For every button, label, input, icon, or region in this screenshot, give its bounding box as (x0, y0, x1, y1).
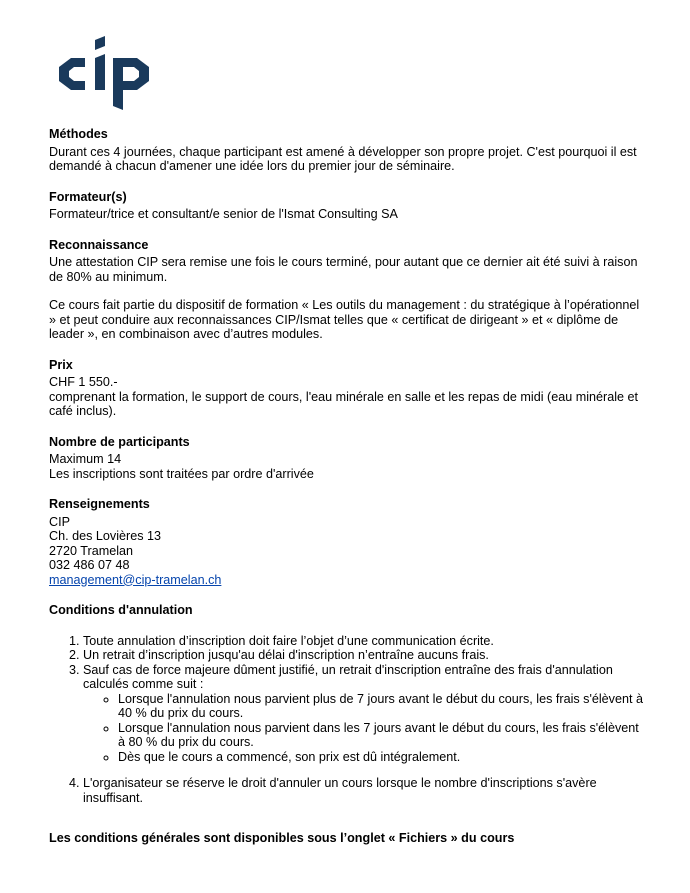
section-text: Une attestation CIP sera remise une fois le cours terminé, pour autant que ce dernier ait été suivi à raison de 80% au minimum. (49, 255, 638, 284)
section-conditions (49, 603, 649, 805)
logo-letter-i-stem (95, 54, 105, 90)
sublist-item: ◦ Dès que le cours a commencé, son prix est dû intégralement. (118, 750, 649, 765)
section-text (49, 375, 649, 419)
list-item: 1. Toute annulation d’inscription doit faire l’objet d’une communication écrite. (83, 634, 649, 649)
contact-email-link[interactable]: management@cip-tramelan.ch (49, 572, 222, 587)
list-item-text: Sauf cas de force majeure dûment justifié, un retrait d'inscription entraîne des frais d'annulation calculés comme suit : (83, 662, 613, 691)
section-participants (49, 435, 649, 482)
contact-org: CIP (49, 514, 70, 529)
logo-letter-i-dot (95, 36, 105, 50)
contact-block (49, 515, 649, 588)
section-formateurs (49, 190, 649, 222)
contact-street: Ch. des Lovières 13 (49, 529, 162, 543)
section-title: Nombre de participants (49, 434, 190, 449)
section-text: Durant ces 4 journées, chaque participant est amené à développer son propre projet. C'est pourquoi il est demandé à chacun d'amener une idée lors du premier jour de séminaire. (49, 144, 637, 173)
participants-note: Les inscriptions sont traitées par ordre d'arrivée (49, 466, 314, 481)
section-title: Reconnaissance (49, 237, 149, 252)
logo-letter-p (113, 58, 149, 110)
section-title: Prix (49, 357, 73, 372)
price-details: comprenant la formation, le support de cours, l'eau minérale en salle et les repas de midi (eau minérale et café inclus). (49, 389, 639, 418)
fees-sublist (83, 692, 649, 765)
contact-city: 2720 Tramelan (49, 543, 134, 558)
section-prix (49, 358, 649, 419)
section-reconnaissance (49, 238, 649, 342)
sublist-item: ◦ Lorsque l'annulation nous parvient dans les 7 jours avant le début du cours, les frais s'élèvent à 80 % du prix du cours. (118, 721, 649, 750)
section-title: Renseignements (49, 497, 150, 511)
logo-letter-c (59, 58, 85, 90)
section-title: Formateur(s) (49, 189, 127, 204)
section-methodes (49, 127, 649, 174)
price-amount: CHF 1 550.- (49, 375, 118, 389)
section-renseignements (49, 497, 649, 587)
sublist-item: ◦ Lorsque l'annulation nous parvient plus de 7 jours avant le début du cours, les frais s'élèvent à 40 % du prix du cours. (118, 692, 649, 721)
section-title: Conditions d'annulation (49, 603, 193, 617)
section-text: Ce cours fait partie du dispositif de formation « Les outils du management : du stratégique à l’opérationnel » et peut conduire aux reconnaissances CIP/Ismat telles que « certificat de dirigeant » et « diplôme de leader », en combinaison avec d’autres modules. (49, 298, 640, 341)
list-item (83, 663, 649, 765)
participants-max: Maximum 14 (49, 452, 122, 466)
conditions-list (49, 634, 649, 806)
course-details (49, 127, 649, 846)
section-title: Méthodes (49, 127, 108, 141)
list-item: 4. L'organisateur se réserve le droit d'annuler un cours lorsque le nombre d'inscriptions s'avère insuffisant. (83, 776, 649, 805)
cip-logo (54, 36, 154, 110)
list-item: 2. Un retrait d’inscription jusqu'au délai d'inscription n’entraîne aucuns frais. (83, 648, 649, 663)
section-text: Formateur/trice et consultant/e senior de l'Ismat Consulting SA (49, 207, 398, 221)
section-text (49, 452, 649, 481)
general-conditions-note: Les conditions générales sont disponibles sous l’onglet « Fichiers » du cours (49, 831, 515, 845)
contact-phone: 032 486 07 48 (49, 558, 130, 572)
